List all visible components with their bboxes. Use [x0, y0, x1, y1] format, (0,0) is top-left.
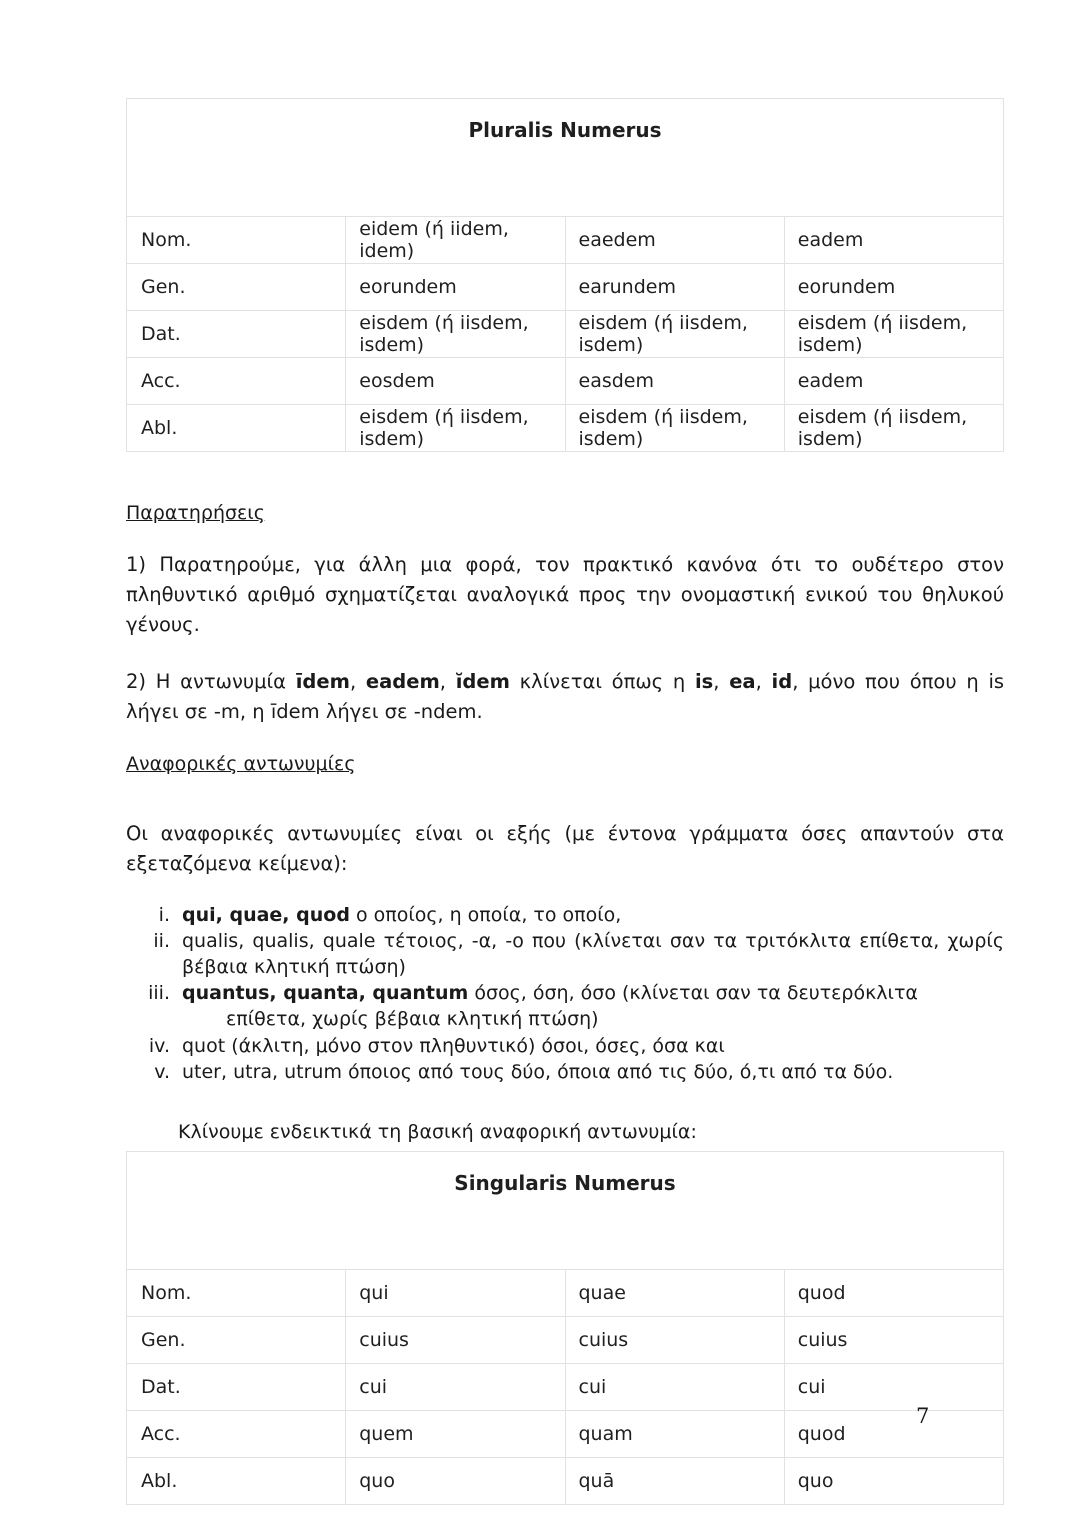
table-row — [127, 405, 1004, 452]
case-label: Dat. — [127, 311, 346, 358]
case-label: Gen. — [127, 264, 346, 311]
list-numeral: iv. — [148, 1034, 170, 1057]
obs2-lead: 2) Η αντωνυμία — [126, 669, 296, 693]
neuter-form: quod — [784, 1411, 1003, 1458]
neuter-form: eisdem (ή iisdem, isdem) — [784, 405, 1003, 452]
list-item — [126, 928, 1004, 980]
case-label: Abl. — [127, 1458, 346, 1505]
table-row — [127, 1458, 1004, 1505]
case-label: Dat. — [127, 1364, 346, 1411]
case-label: Nom. — [127, 217, 346, 264]
declension-caption: Κλίνουμε ενδεικτικά τη βασική αναφορική αντωνυμία: — [178, 1121, 697, 1144]
case-label: Nom. — [127, 1270, 346, 1317]
masculine-form: qui — [346, 1270, 565, 1317]
neuter-form: eadem — [784, 217, 1003, 264]
obs2-sep2: , — [439, 669, 456, 693]
table-plural-title: Pluralis Numerus — [127, 99, 1004, 217]
declension-table-singular — [126, 1151, 1004, 1505]
masculine-form: eorundem — [346, 264, 565, 311]
case-label: Acc. — [127, 1411, 346, 1458]
neuter-form: cui — [784, 1364, 1003, 1411]
feminine-form: quae — [565, 1270, 784, 1317]
obs2-sep1: , — [349, 669, 366, 693]
list-item-text: ο οποίος, η οποία, το οποίο, — [349, 903, 622, 926]
neuter-form: eorundem — [784, 264, 1003, 311]
obs2-bold-idem-short: ĭdem — [455, 669, 510, 693]
table-row — [127, 1317, 1004, 1364]
observations-heading: Παρατηρήσεις — [126, 502, 265, 524]
neuter-form: cuius — [784, 1317, 1003, 1364]
table-singular-title: Singularis Numerus — [127, 1152, 1004, 1270]
masculine-form: eosdem — [346, 358, 565, 405]
table-row — [127, 1364, 1004, 1411]
feminine-form: eisdem (ή iisdem, isdem) — [565, 311, 784, 358]
feminine-form: cuius — [565, 1317, 784, 1364]
list-item-bold: quantus, quanta, quantum — [182, 982, 469, 1005]
obs2-sep3: , — [713, 669, 730, 693]
obs2-bold-id: id — [771, 669, 793, 693]
masculine-form: cui — [346, 1364, 565, 1411]
neuter-form: eadem — [784, 358, 1003, 405]
obs2-tail: , μόνο που όπου η is λήγει σε -m, η īdem λήγει σε -ndem. — [126, 669, 1005, 723]
list-item-text: quot (άκλιτη, μόνο στον πληθυντικό) όσοι, όσες, όσα και — [182, 1034, 725, 1057]
masculine-form: quem — [346, 1411, 565, 1458]
observation-item-1: 1) Παρατηρούμε, για άλλη μια φορά, τον πρακτικό κανόνα ότι το ουδέτερο στον πληθυντικό αριθμό σχηματίζεται αναλογικά προς την ονομαστική ενικού του θηλυκού γένους. — [126, 553, 1004, 637]
table-row — [127, 264, 1004, 311]
feminine-form: eaedem — [565, 217, 784, 264]
neuter-form: quo — [784, 1458, 1003, 1505]
relatives-heading-wrap — [126, 753, 1004, 775]
obs2-bold-is: is — [694, 669, 714, 693]
obs2-sep4: , — [755, 669, 772, 693]
case-label: Gen. — [127, 1317, 346, 1364]
masculine-form: eisdem (ή iisdem, isdem) — [346, 405, 565, 452]
case-label: Abl. — [127, 405, 346, 452]
case-label: Acc. — [127, 358, 346, 405]
masculine-form: eisdem (ή iisdem, isdem) — [346, 311, 565, 358]
page-number: 7 — [916, 1404, 930, 1428]
masculine-form: cuius — [346, 1317, 565, 1364]
masculine-form: eidem (ή iidem, idem) — [346, 217, 565, 264]
observations-heading-wrap — [126, 502, 1004, 524]
list-item-text: όσος, όση, όσο (κλίνεται σαν τα δευτερόκλιτα — [468, 982, 918, 1005]
list-item — [126, 1059, 1004, 1085]
masculine-form: quo — [346, 1458, 565, 1505]
feminine-form: quā — [565, 1458, 784, 1505]
relatives-heading: Αναφορικές αντωνυμίες — [126, 753, 356, 776]
table-header-row — [127, 99, 1004, 217]
neuter-form: quod — [784, 1270, 1003, 1317]
relative-pronouns-list — [126, 902, 1004, 1086]
relatives-intro: Οι αναφορικές αντωνυμίες είναι οι εξής (με έντονα γράμματα όσες απαντούν στα εξεταζόμενα κείμενα): — [126, 822, 1004, 876]
table-row — [127, 217, 1004, 264]
list-item-bold: qui, quae, quod — [182, 903, 350, 926]
table-row — [127, 358, 1004, 405]
feminine-form: earundem — [565, 264, 784, 311]
list-item-continuation: επίθετα, χωρίς βέβαια κλητική πτώση) — [226, 1008, 599, 1031]
list-numeral: i. — [158, 903, 170, 926]
obs2-mid: κλίνεται όπως η — [509, 669, 695, 693]
feminine-form: eisdem (ή iisdem, isdem) — [565, 405, 784, 452]
obs2-bold-ea: ea — [729, 669, 756, 693]
list-item-text: uter, utra, utrum όποιος από τους δύο, όποια από τις δύο, ό,τι από τα δύο. — [182, 1060, 894, 1083]
list-numeral: v. — [154, 1060, 170, 1083]
table-row — [127, 1411, 1004, 1458]
obs2-bold-eadem: eadem — [365, 669, 440, 693]
declension-table-plural — [126, 98, 1004, 452]
list-item — [126, 1033, 1004, 1059]
page-content — [126, 98, 1004, 1505]
list-numeral: iii. — [148, 982, 170, 1005]
list-item — [126, 980, 1004, 1032]
feminine-form: quam — [565, 1411, 784, 1458]
feminine-form: easdem — [565, 358, 784, 405]
neuter-form: eisdem (ή iisdem, isdem) — [784, 311, 1003, 358]
list-item — [126, 902, 1004, 928]
table-row — [127, 311, 1004, 358]
table-row — [127, 1270, 1004, 1317]
list-numeral: ii. — [153, 929, 170, 952]
table-header-row — [127, 1152, 1004, 1270]
observation-item-2 — [126, 667, 1004, 727]
list-item-text: qualis, qualis, quale τέτοιος, -α, -ο που (κλίνεται σαν τα τριτόκλιτα επίθετα, χωρίς βέβαια κλητική πτώση) — [182, 929, 1004, 978]
obs2-bold-idem-long: īdem — [295, 669, 350, 693]
feminine-form: cui — [565, 1364, 784, 1411]
